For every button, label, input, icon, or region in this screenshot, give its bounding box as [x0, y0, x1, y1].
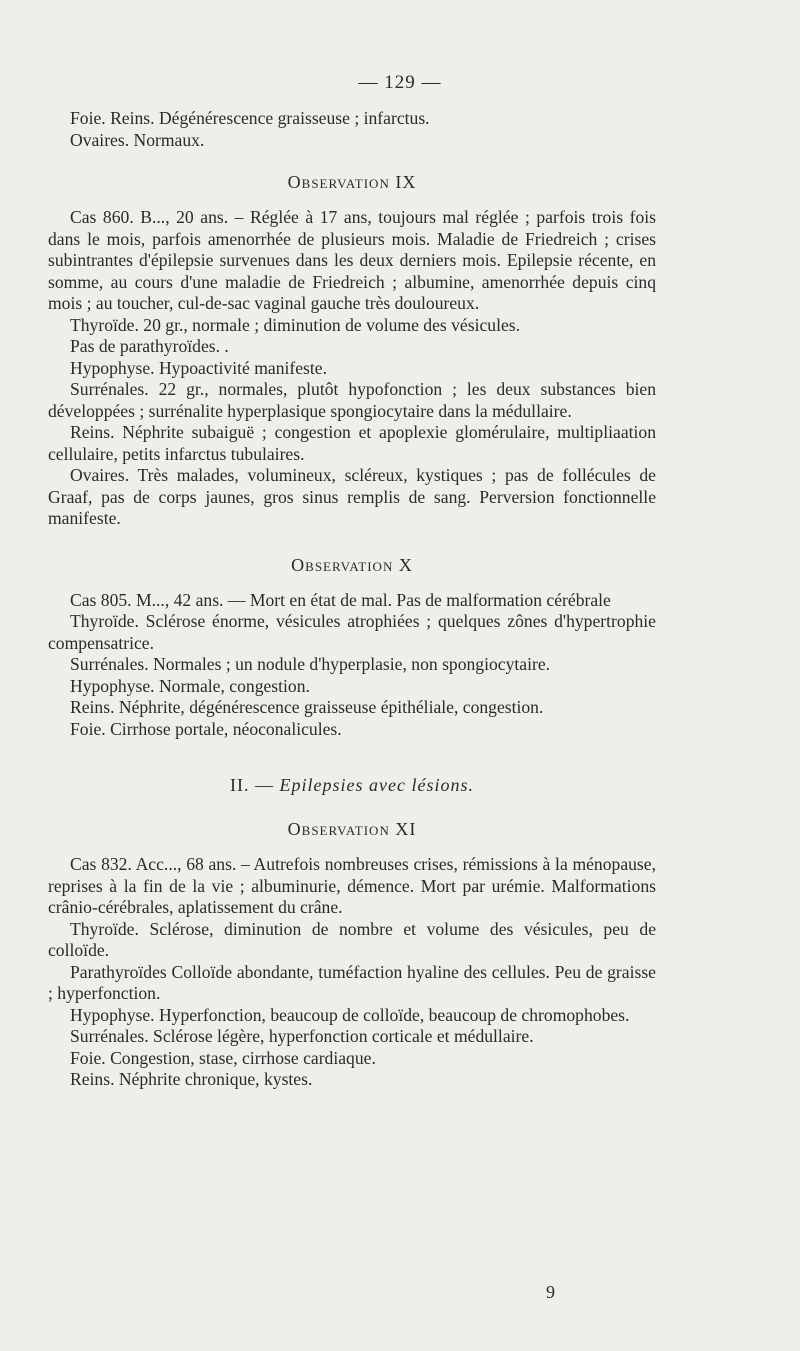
section-title: Epilepsies avec lésions.	[279, 775, 474, 795]
section-heading	[48, 774, 656, 796]
observation-x	[48, 590, 656, 741]
observation-paragraph: Cas 805. M..., 42 ans. — Mort en état de mal. Pas de malformation cérébrale	[70, 589, 611, 610]
observation-ix	[48, 207, 656, 530]
observation-xi	[48, 854, 656, 1091]
observation-paragraph: Parathyroïdes Colloïde abondante, tuméfaction hyaline des cellules. Peu de graisse ; hyperfonction.	[48, 961, 656, 1003]
observation-paragraph: Reins. Néphrite subaiguë ; congestion et apoplexie glomérulaire, multipliaation cellulaire, petits infarctus tubulaires.	[48, 422, 656, 464]
observation-heading: Observation XI	[287, 819, 417, 839]
observation-heading: Observation X	[291, 554, 413, 575]
observation-paragraph: Reins. Néphrite, dégénérescence graisseuse épithéliale, congestion.	[70, 697, 544, 717]
observation-paragraph: Surrénales. Sclérose légère, hyperfonction corticale et médullaire.	[70, 1026, 534, 1046]
page-body	[48, 108, 656, 1091]
observation-paragraph: Foie. Cirrhose portale, néoconalicules.	[70, 718, 342, 739]
intro-line: Ovaires. Normaux.	[70, 129, 205, 150]
observation-paragraph: Pas de parathyroïdes. .	[70, 336, 229, 356]
observation-paragraph: Hypophyse. Hypoactivité manifeste.	[70, 357, 327, 378]
observation-paragraph: Surrénales. Normales ; un nodule d'hyperplasie, non spongiocytaire.	[70, 654, 551, 674]
observation-paragraph: Reins. Néphrite chronique, kystes.	[70, 1069, 313, 1089]
signature-mark: 9	[546, 1282, 555, 1302]
observation-paragraph: Ovaires. Très malades, volumineux, scléreux, kystiques ; pas de follécules de Graaf, pas de corps jaunes, gros sinus remplis de sang. Perversion fonctionnelle manifeste.	[48, 465, 656, 528]
observation-paragraph: Thyroïde. Sclérose énorme, vésicules atrophiées ; quelques zônes d'hypertrophie compensatrice.	[48, 611, 656, 653]
observation-paragraph: Surrénales. 22 gr., normales, plutôt hypofonction ; les deux substances bien développées ; surrénalite hyperplasique spongiocytaire dans la médullaire.	[48, 379, 656, 421]
observation-paragraph: Hypophyse. Normale, congestion.	[70, 675, 310, 696]
observation-paragraph: Thyroïde. 20 gr., normale ; diminution de volume des vésicules.	[70, 314, 521, 335]
observation-paragraph: Foie. Congestion, stase, cirrhose cardiaque.	[70, 1047, 376, 1068]
intro-line: Foie. Reins. Dégénérescence graisseuse ; infarctus.	[70, 108, 430, 128]
observation-paragraph: Cas 832. Acc..., 68 ans. – Autrefois nombreuses crises, rémissions à la ménopause, reprises à la fin de la vie ; albuminurie, démence. Mort par urémie. Malformations crânio-cérébrales, aplatissement du crâne.	[48, 854, 656, 917]
observation-paragraph: Hypophyse. Hyperfonction, beaucoup de colloïde, beaucoup de chromophobes.	[70, 1004, 630, 1025]
observation-paragraph: Thyroïde. Sclérose, diminution de nombre et volume des vésicules, peu de colloïde.	[48, 918, 656, 960]
observation-paragraph: Cas 860. B..., 20 ans. – Réglée à 17 ans, toujours mal réglée ; parfois trois fois dans le mois, parfois amenorrhée de plusieurs mois. Maladie de Friedreich ; crises subintrantes d'épilepsie survenues dans les deux derniers mois. Epilepsie récente, en somme, au cours d'une maladie de Friedreich ; albumine, amenorrhée depuis cinq mois ; au toucher, cul-de-sac vaginal gauche très douloureux.	[48, 207, 656, 313]
section-number: II. —	[230, 775, 280, 795]
observation-heading: Observation IX	[287, 172, 417, 192]
page-number: — 129 —	[358, 72, 442, 93]
